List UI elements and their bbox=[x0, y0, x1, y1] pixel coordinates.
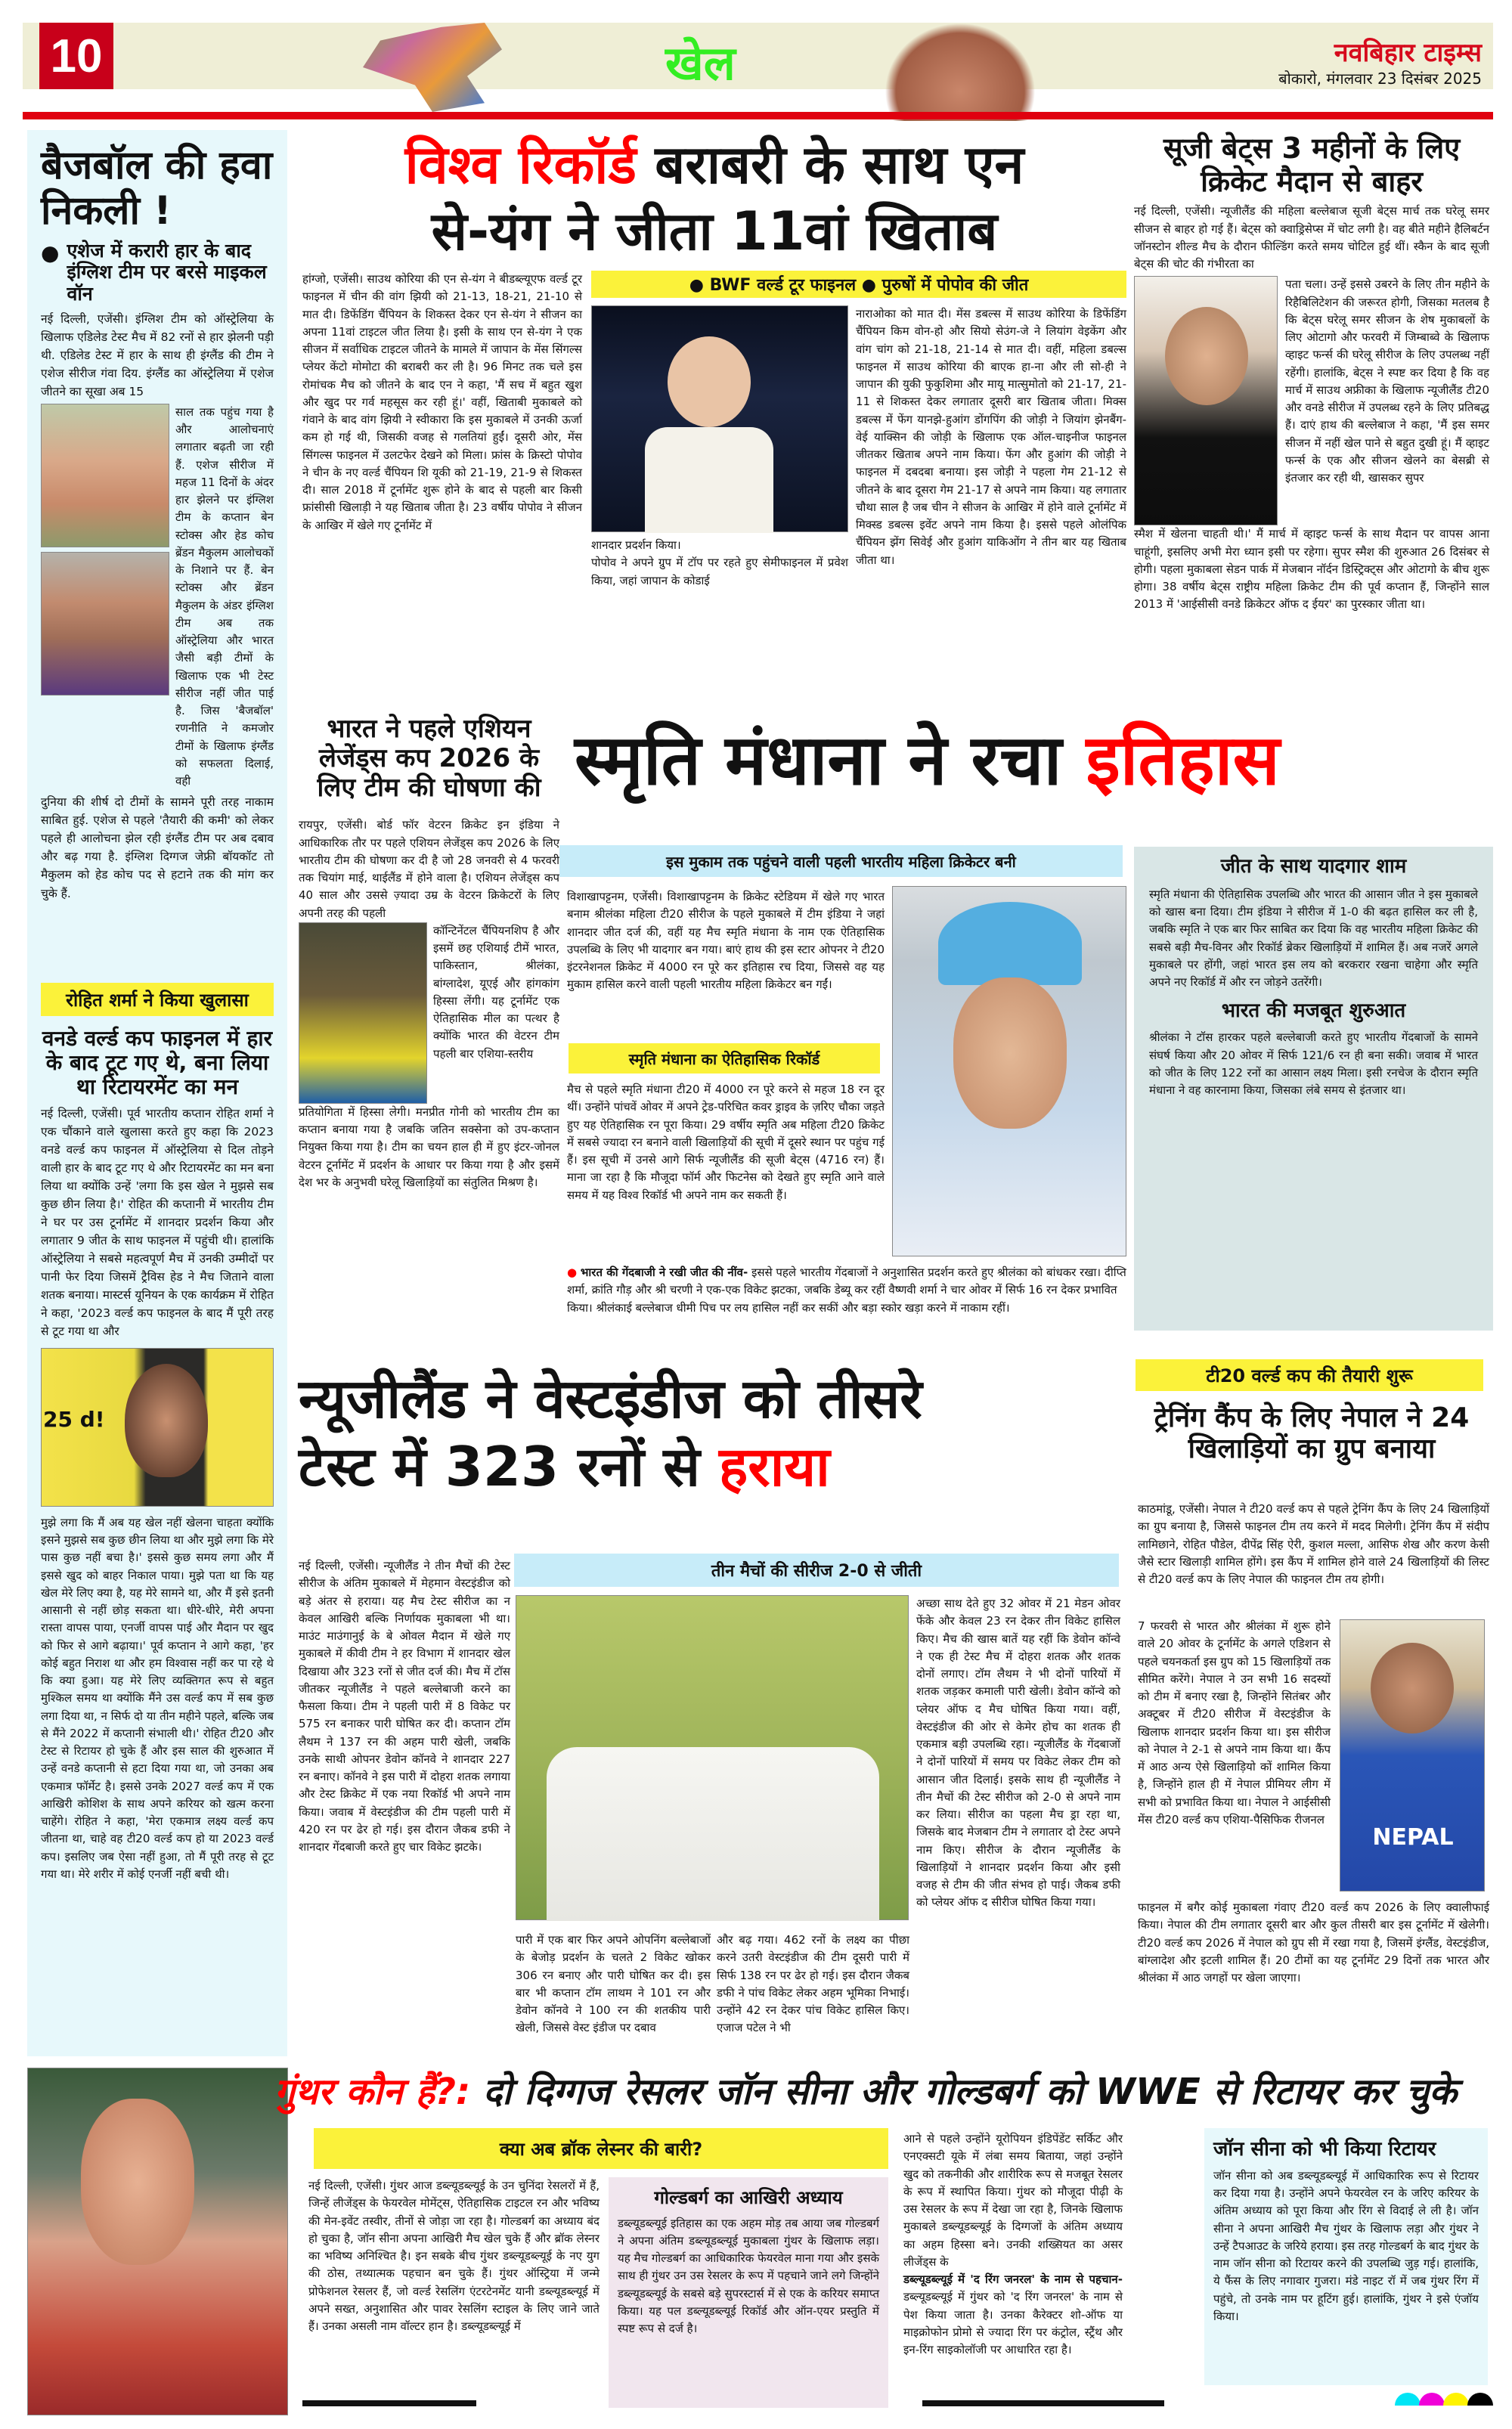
cena-box bbox=[1204, 2128, 1488, 2385]
gunther-tag: क्या अब ब्रॉक लेस्नर की बारी? bbox=[314, 2128, 888, 2169]
legends-player-photo bbox=[299, 922, 427, 1104]
masthead-rule bbox=[23, 112, 1493, 119]
mandhana-bullet: ● भारत की गेंदबाजी ने रखी जीत की नींव- इससे पहले भारतीय गेंदबाजों ने अनुशासित प्रदर्शन करते हुए श्रीलंका को बांधकर रखा। दीप्ति शर्मा, क्रांति गौड़ और श्री चरणी ने एक-एक विकेट झटका, जबकि डेब्यू कर रहीं वैष्णवी शर्मा ने चार ओवर में सिर्फ 16 रन देकर प्रभावित किया। श्रीलंकाई बल्लेबाज धीमी पिच पर लय हासिल नहीं कर सकीं और बड़ा स्कोर खड़ा करने में नाकाम रहीं। bbox=[567, 1266, 1126, 1315]
nz-body-1: नई दिल्ली, एजेंसी। न्यूजीलैंड ने तीन मैचों की टेस्ट सीरीज के अंतिम मुकाबले में मेहमान वेस्टइंडीज को बड़े अंतर से हराया। यह मैच टेस्ट सीरीज का न केवल आखिरी बल्कि निर्णायक मुकाबला भी था। माउंट माउंगानुई के बे ओवल मैदान में खेले गए मुकाबले में कीवी टीम ने हर विभाग में शानदार खेल दिखाया और 323 रनों से जीत दर्ज की। मैच में टॉस जीतकर न्यूजीलैंड ने पहले बल्लेबाजी करने का फैसला किया। टीम ने पहली पारी में 8 विकेट पर 575 रन बनाकर पारी घोषित कर दी। कप्तान टॉम लैथम ने 137 रन की अहम पारी खेली, जबकि उनके साथी ओपनर डेवोन कॉनवे ने शानदार 227 रन बनाए। कॉनवे ने इस पारी में दोहरा शतक लगाया और टेस्ट क्रिकेट में एक नया रिकॉर्ड भी अपने नाम किया। जवाब में वेस्टइंडीज की टीम पहली पारी में 420 रन पर ढेर हो गई। इस दौरान जैकब डफी ने शानदार गेंदबाजी करते हुए चार विकेट झटके। bbox=[299, 1559, 510, 1854]
section-title: खेल bbox=[665, 36, 736, 91]
badminton-body-1: हांग्जो, एजेंसी। साउथ कोरिया की एन से-यंग ने बीडब्ल्यूएफ वर्ल्ड टूर फाइनल में चीन की वांग झियी को 21-13, 18-21, 21-10 से मात दी। डिफेंडिंग चैंपियन के शिकस्त देकर एन से-यंग ने सीजन का अपना 11वां टाइटल जीत लिया है। इसी के साथ एन से-यंग ने एक सीजन में सर्वाधिक टाइटल जीतने के मामले में जापान के मेंस सिंगल्स प्लेयर केंटो मोमोटा की बराबरी कर ली है। 96 मिनट तक चले इस रोमांचक मैच को जीतने के बाद एन ने कहा, 'मैं सच में बहुत खुश और खुद पर गर्व महसूस कर रही हूं।' वहीं, खिताबी मुकाबले को गंवाने के बाद वांग झियी ने स्वीकारा कि इस मुकाबले में उनकी ऊर्जा कम हो गई थी, जिसकी वजह से गलतियां हुईं। दूसरी ओर, मेंस सिंगल्स फाइनल में उलटफेर देखने को मिला। फ्रांस के क्रिस्टो पोपोव ने चीन के नए वर्ल्ड चैंपियन शि यूकी को 21-19, 21-9 से शिकस्त दी। साल 2018 में टूर्नामेंट शुरू होने के बाद से पहली बार किसी फ्रांसीसी खिलाड़ी ने यह खिताब जीता है। 23 वर्षीय पोपोव ने सीजन के आखिर में खेले गए टूर्नामेंट में bbox=[302, 272, 582, 532]
nz-body-4: अच्छा साथ देते हुए 32 ओवर में 21 मेडन ओवर फेंके और केवल 23 रन देकर तीन विकेट हासिल किए। मैच की खास बातें यह रहीं कि डेवोन कॉन्वे ने एक ही टेस्ट मैच में दोहरा शतक और शतक दोनों लगाए। टॉम लैथम ने भी दोनों पारियों में शतक जड़कर कमाली पारी खेली। डेवोन कॉन्वे को प्लेयर ऑफ द मैच घोषित किया गया। वहीं, वेस्टइंडीज की ओर से केमेर होच का शतक ही एकमात्र बड़ी उपलब्धि रहा। न्यूजीलैंड के गेंदबाजों ने दोनों पारियों में समय पर विकेट लेकर टीम को आसान जीत दिलाई। इसके साथ ही न्यूजीलैंड ने तीन मैचों की टेस्ट सीरीज को 2-0 से अपने नाम कर लिया। सीरीज का पहला मैच ड्रा रहा था, जिसके बाद मेजबान टीम ने लगातार दो टेस्ट अपने नाम किए। सीरीज के दौरान न्यूजीलैंड के खिलाड़ियों ने शानदार प्रदर्शन किया और इसी वजह से टीम की जीत संभव हो पाई। जैकब डफी को प्लेयर ऑफ द सीरीज घोषित किया गया। bbox=[916, 1597, 1120, 1910]
gunther-body-2: आने से पहले उन्होंने यूरोपियन इंडिपेंडेंट सर्किट और एनएक्सटी यूके में लंबा समय बिताया, जहां उन्होंने खुद को तकनीकी और शारीरिक रूप से मजबूत रेसलर के रूप में स्थापित किया। गुंथर को मौजूदा पीढ़ी के उस रेसलर के रूप में देखा जा रहा है, जिनके खिलाफ मुकाबले डब्ल्यूडब्ल्यूई के दिग्गजों के अंतिम अध्याय का अहम हिस्सा बने। उनकी शख्सियत का असर लीजेंड्स के डब्ल्यूडब्ल्यूई में 'द रिंग जनरल' के नाम से पहचान- डब्ल्यूडब्ल्यूई में गुंथर को 'द रिंग जनरल' के नाम से पेश किया जाता है। उनका कैरेक्टर शो-ऑफ या माइक्रोफोन प्रोमो से ज्यादा रिंग पर कंट्रोल, स्ट्रैंथ और इन-रिंग साइकोलॉजी पर आधारित रहा है। bbox=[903, 2132, 1123, 2356]
sidebar-title-2: भारत की मजबूत शुरुआत bbox=[1221, 999, 1406, 1023]
bates-headline: सूजी बेट्स 3 महीनों के लिए क्रिकेट मैदान से बाहर bbox=[1163, 132, 1461, 198]
cena-title: जॉन सीना को भी किया रिटायर bbox=[1213, 2138, 1436, 2161]
sidebar-title-1: जीत के साथ यादगार शाम bbox=[1220, 855, 1407, 878]
footer-rule-right bbox=[922, 2400, 1164, 2406]
bazball-story bbox=[27, 130, 287, 1071]
bates-story bbox=[1134, 132, 1489, 614]
legends-body-1: रायपुर, एजेंसी। बोर्ड फॉर वेटरन क्रिकेट इन इंडिया ने आधिकारिक तौर पर पहले एशियन लेजेंड्स कप 2026 के लिए भारतीय टीम की घोषणा कर दी है जो 28 जनवरी से 4 फरवरी तक चियांग माई, थाईलैंड में होने वाला है। एशियन लेजेंड्स कप 40 साल और उससे ज़्यादा उम्र के वेटरन क्रिकेटरों के लिए अपनी तरह की पहली bbox=[299, 818, 559, 920]
magenta-registration-mark bbox=[1419, 2393, 1445, 2406]
rohit-photo: 25 d! bbox=[41, 1348, 274, 1507]
mandhana-body-2: मैच से पहले स्मृति मंधाना टी20 में 4000 रन पूरे करने से महज 18 रन दूर थीं। उन्होंने पांचवें ओवर में अपने ट्रेड-परिचित कवर ड्राइव के ज़रिए चौका जड़ते हुए यह ऐतिहासिक रन पूरा किया। 29 वर्षीय स्मृति अब महिला टी20 क्रिकेट में सबसे ज्यादा रन बनाने वाली खिलाड़ियों की सूची में दूसरे स्थान पर पहुंच गई हैं। इस सूची में उनसे आगे सिर्फ न्यूजीलैंड की सूजी बेट्स (4716 रन) हैं। माना जा रहा है कि मौजूदा फॉर्म और फिटनेस को देखते हुए स्मृति आने वाले समय में यह विश्व रिकॉर्ड भी अपने नाम कर सकती हैं। bbox=[567, 1083, 885, 1202]
smriti-mandhana-photo bbox=[892, 886, 1126, 1256]
lamichhane-photo: NEPAL bbox=[1340, 1619, 1485, 1891]
goldberg-title: गोल्डबर्ग का आखिरी अध्याय bbox=[654, 2187, 843, 2208]
page-number: 10 bbox=[39, 23, 113, 89]
badminton-body-3: नाराओका को मात दी। मेंस डबल्स में साउथ कोरिया के डिफेंडिंग चैंपियन किम वोन-हो और सियो सेउंग-जे ने लियांग वेइकेंग और वांग चांग को 21-18, 21-14 से मात दी। वहीं, महिला डबल्स फाइनल में साउथ कोरिया की बाएक हा-ना और ली सो-ही ने जापान की युकी फुकुशिमा और मायू मात्सुमोतो को 21-17, 21-11 से शिकस्त देकर लगातार दूसरी बार खिताब जीता। मिक्स डबल्स में फेंग यानझे-हुआंग डोंगपिंग की जोड़ी ने जियांग झेनबैंग-वेई याक्सिन की जोड़ी के खिलाफ एक ऑल-चाइनीज फाइनल जीतकर खिताब अपने नाम किया। फेंग और हुआंग की जोड़ी ने फाइनल में दबदबा बनाया। इस जोड़ी ने पहला गेम 21-12 से जीतने के बाद दूसरा गेम 21-17 से अपने नाम किया। यह लगातार चौथा साल है जब चीन ने सीजन के आखिर में होने वाले टूर्नामेंट में मिक्स्ड डबल्स इवेंट अपने नाम किया है। इससे पहले ओलंपिक चैंपियन झेंग सिवेई और हुआंग याकिओंग ने तीन बार यह खिताब जीता था। bbox=[856, 307, 1126, 567]
rohit-body-1: नई दिल्ली, एजेंसी। पूर्व भारतीय कप्तान रोहित शर्मा ने एक चौंकाने वाले खुलासा करते हुए कहा कि 2023 वनडे वर्ल्ड कप फाइनल में ऑस्ट्रेलिया से दिल तोड़ने वाली हार के बाद टूट गए थे और रिटायरमेंट का मन बना लिया था क्योंकि उन्हें 'लगा कि इस खेल ने मुझसे सब कुछ छीन लिया है।' रोहित की कप्तानी में भारतीय टीम ने घर पर उस टूर्नामेंट में शानदार प्रदर्शन किया और लगातार 9 जीत के साथ फाइनल में पहुंची थी। हालांकि ऑस्ट्रेलिया ने सबसे महत्वपूर्ण मैच में उनकी उम्मीदों पर पानी फेर दिया जिसमें ट्रैविस हेड ने मैच जिताने वाला शतक बनाया। मास्टर्स यूनियन के एक कार्यक्रम में रोहित ने कहा, '2023 वर्ल्ड कप फाइनल के बाद मैं पूरी तरह से टूट गया था और bbox=[41, 1106, 274, 1338]
badminton-headline: विश्व रिकॉर्ड बराबरी के साथ एन से-यंग ने जीता 11वां खिताब bbox=[404, 134, 1024, 262]
gunther-photo bbox=[27, 2068, 288, 2415]
mandhana-subtag: स्मृति मंधाना का ऐतिहासिक रिकॉर्ड bbox=[569, 1043, 880, 1074]
bates-body-1: नई दिल्ली, एजेंसी। न्यूजीलैंड की महिला बल्लेबाज सूजी बेट्स मार्च तक घरेलू समर सीजन से बाहर हो गई हैं। बेट्स को क्वाड्रिसेप्स में चोट लगी है। वह बीते महीने हैलिबर्टन जॉनस्टोन शील्ड मैच के दौरान फील्डिंग करते समय चोटिल हुई थीं। स्कैन के बाद सूजी बेट्स की चोट की गंभीरता का bbox=[1134, 204, 1489, 271]
rohit-tag: रोहित शर्मा ने किया खुलासा bbox=[41, 983, 274, 1016]
bazball-headline: बैजबॉल की हवा निकली ! bbox=[41, 143, 273, 234]
bates-body-3: स्मैश में खेलना चाहती थी।' मैं मार्च में व्हाइट फर्न्स के साथ मैदान पर वापस आना चाहूंगी, इसलिए अभी मेरा ध्यान इसी पर रहेगा। सुपर स्मैश की शुरुआत 26 दिसंबर से होगी। पहला मुकाबला सेडन पार्क में मेजबान नॉर्दन डिस्ट्रिक्ट्स और ओटागो के बीच शुरू होगा। 38 वर्षीय बेट्स राष्ट्रीय महिला क्रिकेट टीम की पूर्व कप्तान हैं, जिन्होंने साल 2013 में 'आईसीसी वनडे क्रिकेटर ऑफ द ईयर' का पुरस्कार जीता था। bbox=[1134, 527, 1489, 612]
bazball-body-intro: नई दिल्ली, एजेंसी। इंग्लिश टीम को ऑस्ट्रेलिया के खिलाफ एडिलेड टेस्ट मैच में 82 रनों से हार झेलनी पड़ी थी. एडिलेड टेस्ट में हार के साथ ही इंग्लैंड की टीम ने एशेज सीरीज गंवा दिय. इंग्लैंड का ऑस्ट्रेलिया में एशेज जीतने का सूखा अब 15 bbox=[41, 311, 274, 398]
statue-illustration bbox=[885, 23, 1036, 121]
mandhana-tag: इस मुकाम तक पहुंचने वाली पहली भारतीय महिला क्रिकेटर बनी bbox=[559, 845, 1123, 877]
sidebar-body-2: श्रीलंका ने टॉस हारकर पहले बल्लेबाजी करते हुए भारतीय गेंदबाजों के सामने संघर्ष किया और 20 ओवर में सिर्फ 121/6 रन ही बना सकी। जवाब में भारत को जीत के लिए 122 रनों का आसान लक्ष्य मिला। इसी रनचेज के दौरान स्मृति मंधाना ने वह कारनामा किया, जिसका लंबे समय से इंतजार था। bbox=[1149, 1030, 1478, 1098]
badminton-tag: ● BWF वर्ल्ड टूर फाइनल ● पुरुषों में पोपोव की जीत bbox=[591, 271, 1126, 298]
an-se-young-photo bbox=[591, 305, 848, 532]
badminton-caption: शानदार प्रदर्शन किया। bbox=[591, 538, 681, 552]
legends-headline: भारत ने पहले एशियन लेजेंड्स कप 2026 के लिए टीम की घोषणा की bbox=[317, 714, 541, 804]
cena-body: जॉन सीना को अब डब्ल्यूडब्ल्यूई में आधिकारिक रूप से रिटायर कर दिया गया है। उन्होंने अपने फेयरवेल रन के जरिए करियर के अंतिम अध्याय को पूरा किया और रिंग से विदाई ले ली है। जॉन सीना ने अपना आखिरी मैच गुंथर के खिलाफ लड़ा और गुंथर ने उन्हें टैपआउट के जरिये हराया। इस तरह गोल्डबर्ग के बाद गुंथर के नाम जॉन सीना को रिटायर करने की उपलब्धि जुड़ गई। हालांकि, ये फैंस के लिए नगावार गुजरा। मंडे नाइट रॉ में जब गुंथर रिंग में पहुंचे, तो उनके नाम पर हूटिंग हुई। हालांकि, गुंथर ने इसे एंजॉय किया। bbox=[1213, 2168, 1479, 2323]
mandhana-story bbox=[575, 720, 1504, 801]
mccullum-photo bbox=[41, 404, 169, 547]
goldberg-body: डब्ल्यूडब्ल्यूई इतिहास का एक अहम मोड़ तब आया जब गोल्डबर्ग ने अपना अंतिम डब्ल्यूडब्ल्यूई मुकाबला गुंथर के खिलाफ लड़ा। यह मैच गोल्डबर्ग का आधिकारिक फेयरवेल माना गया और इसके साथ ही गुंथर उन उस रेसलर के रूप में पहचाने जाने लगे जिन्होंने डब्ल्यूडब्ल्यूई के सबसे बड़े सुपरस्टार्स में से एक के करियर समाप्त किया। यह पल डब्ल्यूडब्ल्यूई रिकॉर्ड और ऑन-एयर प्रस्तुति में स्पष्ट रूप से दर्ज है। bbox=[618, 2216, 879, 2336]
dateline: बोकारो, मंगलवार 23 दिसंबर 2025 bbox=[1278, 70, 1482, 88]
bazball-subhead: ● एशेज में करारी हार के बाद इंग्लिश टीम पर बरसे माइकल वॉन bbox=[41, 239, 267, 305]
rohit-headline: वनडे वर्ल्ड कप फाइनल में हार के बाद टूट गए थे, बना लिया था रिटायरमेंट का मन bbox=[42, 1026, 273, 1100]
legends-body-2: कॉन्टिनेंटल चैंपियनशिप है और इसमें छह एशियाई टीमें भारत, पाकिस्तान, श्रीलंका, बांग्लादेश, यूएई और हांगकांग हिस्सा लेंगी। यह टूर्नामेंट एक ऐतिहासिक मील का पत्थर है क्योंकि भारत की वेटरन टीम पहली बार एशिया-स्तरीय bbox=[433, 923, 559, 1061]
mandhana-sidebar bbox=[1134, 847, 1493, 1331]
yellow-registration-mark bbox=[1443, 2393, 1469, 2406]
bullet-icon: ● bbox=[567, 1266, 578, 1279]
nz-headline: न्यूजीलैंड ने वेस्टइंडीज को तीसरे टेस्ट में 323 रनों से हराया bbox=[299, 1367, 922, 1498]
nz-body-2: पारी में एक बार फिर अपने ओपनिंग बल्लेबाजों के बेजोड़ प्रदर्शन के चलते 2 विकेट खोकर 306 रन बनाए और पारी घोषित कर दी। इस बार भी कप्तान टॉम लाथम ने 101 रन और डेवोन कॉनवे ने 100 रन की शतकीय पारी खेली, जिससे वेस्ट इंडीज पर दबाव bbox=[516, 1933, 711, 2035]
gunther-body-1: नई दिल्ली, एजेंसी। गुंथर आज डब्ल्यूडब्ल्यूई के उन चुनिंदा रेसलरों में हैं, जिन्हें लीजेंड्स के फेयरवेल मोमेंट्स, ऐतिहासिक टाइटल रन और भविष्य की मेन-इवेंट तस्वीर, तीनों से जोड़ा जा रहा है। गोल्डबर्ग का अध्याय बंद हो चुका है, जॉन सीना अपना आखिरी मैच खेल चुके हैं और ब्रॉक लेस्नर का भविष्य अनिश्चित है। इन सबके बीच गुंथर डब्ल्यूडब्ल्यूई के नए युग की ठोस, तथ्यात्मक पहचान बन चुके हैं। गुंथर ऑस्ट्रिया में जन्मे प्रोफेशनल रेसलर हैं, जो वर्ल्ड रेसलिंग एंटरटेनमेंट यानी डब्ल्यूडब्ल्यूई में अपने सख्त, अनुशासित और पावर रेसलिंग स्टाइल के लिए जाने जाते हैं। उनका असली नाम वॉल्टर हान है। डब्ल्यूडब्ल्यूई में bbox=[308, 2179, 600, 2333]
badminton-body-2: पोपोव ने अपने ग्रुप में टॉप पर रहते हुए सेमीफाइनल में प्रवेश किया, जहां जापान के कोडाई bbox=[591, 556, 848, 587]
bazball-body-end: दुनिया की शीर्ष दो टीमों के सामने पूरी तरह नाकाम साबित हुई. एशेज से पहले 'तैयारी की कमी' को लेकर पहले ही आलोचना झेल रही इंग्लैंड टीम पर अब दबाव और बढ़ गया है. इंग्लिश दिग्गज जेफ्री बॉयकॉट तो मैकुलम को हेड कोच पद से हटाने तक की मांग कर चुके हैं. bbox=[41, 795, 274, 900]
gunther-headline: गुंथर कौन हैं?: दो दिग्गज रेसलर जॉन सीना और गोल्डबर्ग को WWE से रिटायर कर चुके bbox=[274, 2071, 1458, 2113]
bazball-photo-row bbox=[27, 401, 287, 791]
bazball-body-wrap: साल तक पहुंच गया है और आलोचनाएं लगातार बढ़ती जा रही हैं. एशेज सीरीज में महज 11 दिनों के अंदर हार झेलने पर इंग्लिश टीम के कप्तान बेन स्टोक्स और हेड कोच ब्रेंडन मैकुलम आलोचकों के निशाने पर हैं. बेन स्टोक्स और ब्रेंडन मैकुलम के अंडर इंग्लिश टीम अब तक ऑस्ट्रेलिया और भारत जैसी बड़ी टीमों के खिलाफ एक भी टेस्ट सीरीज नहीं जीत पाई है. जिस 'बैजबॉल' रणनीति ने कमजोर टीमों के खिलाफ इंग्लैंड को सफलता दिलाई, वही bbox=[175, 404, 274, 788]
nepal-tag: टी20 वर्ल्ड कप की तैयारी शुरू bbox=[1136, 1359, 1483, 1391]
suzie-bates-photo bbox=[1134, 276, 1278, 525]
nepal-body-3: फाइनल में बगैर कोई मुकाबला गंवाए टी20 वर्ल्ड कप 2026 के लिए क्वालीफाई किया। नेपाल की टीम लगातार दूसरी बार और कुल तीसरी बार इस टूर्नामेंट में खेलेगी। टी20 वर्ल्ड कप 2026 में नेपाल को ग्रुप सी में रखा गया है, जिसमें इंग्लैंड, वेस्टइंडीज, बांग्लादेश और इटली शामिल हैं। 20 टीमों का यह टूर्नामेंट 29 दिनों तक भारत और श्रीलंका में आठ जगहों पर खेला जाएगा। bbox=[1138, 1901, 1489, 1984]
nepal-body-2: 7 फरवरी से भारत और श्रीलंका में शुरू होने वाले 20 ओवर के टूर्नामेंट के अगले एडिशन से पहले चयनकर्ता इस ग्रुप को 15 खिलाड़ियों तक सीमित करेंगे। नेपाल ने उन सभी 16 सदस्यों को टीम में बनाए रखा है, जिन्होंने सितंबर और अक्टूबर में टी20 सीरीज में वेस्टइंडीज के खिलाफ शानदार प्रदर्शन किया था। इस सीरीज को नेपाल ने 2-1 से अपने नाम किया था। कैंप में आठ अन्य ऐसे खिलाड़ियो कों शामिल किया है, जिन्होंने हाल ही में नेपाल प्रीमियर लीग में सभी को प्रभावित किया था। नेपाल ने आईसीसी मेंस टी20 वर्ल्ड कप एशिया-पैसिफिक रीजनल bbox=[1138, 1619, 1331, 1826]
bates-body-2: पता चला। उन्हें इससे उबरने के लिए तीन महीने के रिहैबिलिटेशन की जरूरत होगी, जिसका मतलब है कि बेट्स घरेलू समर सीजन के शेष मुकाबलों के लिए ओटागो और फरवरी में जिम्बाब्वे के खिलाफ व्हाइट फर्न्स की घरेलू सीरीज के लिए उपलब्ध नहीं रहेंगी। हालांकि, बेट्स ने स्पष्ट कर दिया है कि वह मार्च में साउथ अफ्रीका के खिलाफ न्यूजीलैंड टी20 और वनडे सीरीज में उपलब्ध रहने के लिए प्रतिबद्ध हैं। दाएं हाथ की बल्लेबाज ने कहा, 'मैं इस समर सीजन में नहीं खेल पाने से बहुत दुखी हूं। मैं व्हाइट फर्न्स के एक और सीजन खेलने का बेसब्री से इंतजार कर रही थी, खासकर सुपर bbox=[1285, 277, 1489, 485]
nz-team-celebration-photo bbox=[516, 1595, 909, 1920]
newspaper-brand: नवबिहार टाइम्स bbox=[1334, 38, 1482, 68]
cyan-registration-mark bbox=[1395, 2393, 1421, 2406]
nz-body-3: और बढ़ गया। 462 रनों के लक्ष्य का पीछा करने उतरी वेस्टइंडीज की टीम दूसरी पारी में सिर्फ 138 रन पर ढेर हो गई। इस दौरान जैकब डफी ने पांच विकेट लेकर अहम भूमिका निभाई। उन्होंने 42 रन देकर पांच विकेट हासिल किए। एजाज पटेल ने भी bbox=[717, 1933, 909, 2035]
black-registration-mark bbox=[1467, 2393, 1493, 2406]
sidebar-body-1: स्मृति मंधाना की ऐतिहासिक उपलब्धि और भारत की आसान जीत ने इस मुकाबले को खास बना दिया। टीम इंडिया ने सीरीज में 1-0 की बढ़त हासिल कर ली है, जबकि स्मृति ने एक बार फिर साबित कर दिया कि वह भारतीय महिला क्रिकेट की सबसे बड़ी मैच-विनर और रिकॉर्ड ब्रेकर खिलाड़ियों में शामिल हैं। अब नजरें अगले मुकाबले पर होंगी, जहां भारत इस लय को बरकरार रखना चाहेगा और स्मृति अपने नए रिकॉर्ड में और रन जोड़ने उतरेंगी। bbox=[1149, 887, 1478, 990]
nz-story bbox=[299, 1365, 1123, 1501]
footer-rule-left bbox=[302, 2400, 476, 2406]
stokes-photo bbox=[41, 552, 169, 696]
legends-body-3: प्रतियोगिता में हिस्सा लेगी। मनप्रीत गोनी को भारतीय टीम का कप्तान बनाया गया है जबकि जतिन सक्सेना को उप-कप्तान नियुक्त किया गया है। टीम का चयन हाल ही में हुए इंटर-जोनल वेटरन टूर्नामेंट में प्रदर्शन के आधार पर किया गया है और इसमें देश भर के अनुभवी घरेलू खिलाड़ियों का संतुलित मिश्रण है। bbox=[299, 1105, 559, 1189]
bullet-icon: ● bbox=[41, 240, 60, 265]
rohit-body-2: मुझे लगा कि मैं अब यह खेल नहीं खेलना चाहता क्योंकि इसने मुझसे सब कुछ छीन लिया था और मुझे लगा कि मेरे पास कुछ नहीं बचा है।' इससे कुछ समय लगा और मैं इससे खुद को बाहर निकाल पाया। मुझे पता था कि यह खेल मेरे लिए क्या है, यह मेरे सामने था, और मैं इसे इतनी आसानी से नहीं छोड़ सकता था। धीरे-धीरे, मेरी अपना रास्ता वापस पाया, एनर्जी वापस पाई और मैदान पर खुद को फिर से आगे बढ़ाया।' पूर्व कप्तान ने आगे कहा, 'हर कोई बहुत निराश था और हम विश्वास नहीं कर पा रहे थे कि क्या हुआ। यह मेरे लिए व्यक्तिगत रूप से बहुत मुश्किल समय था क्योंकि मैंने उस वर्ल्ड कप में सब कुछ लगा दिया था, न सिर्फ दो या तीन महीने पहले, बल्कि जब से मैंने 2022 में कप्तानी संभाली थी।' रोहित टी20 और टेस्ट से रिटायर हो चुके हैं और इस साल की शुरुआत में उन्हें वनडे कप्तानी से हटा दिया गया था, जो उनका अब एकमात्र फॉर्मेट है। इससे उनके 2027 वर्ल्ड कप में एक आखिरी कोशिश के साथ अपने करियर को खत्म करना चाहेंगे। रोहित ने कहा, 'मेरा एकमात्र लक्ष्य वर्ल्ड कप जीतना था, चाहे वह टी20 वर्ल्ड कप हो या 2023 वर्ल्ड कप। इसलिए जब ऐसा नहीं हुआ, तो मैं पूरी तरह से टूट गया था। मेरे शरीर में कोई एनर्जी नहीं बची थी। bbox=[41, 1515, 274, 1881]
rohit-story bbox=[27, 983, 287, 2056]
badminton-story bbox=[302, 132, 1126, 590]
nepal-headline: ट्रेनिंग कैंप के लिए नेपाल ने 24 खिलाड़ियों का ग्रुप बनाया bbox=[1154, 1402, 1470, 1465]
legends-story bbox=[299, 714, 559, 1191]
nz-tag: तीन मैचों की सीरीज 2-0 से जीती bbox=[514, 1554, 1119, 1587]
mandhana-headline: स्मृति मंधाना ने रचा इतिहास bbox=[575, 720, 1280, 801]
mandhana-body-1: विशाखापट्टनम, एजेंसी। विशाखापट्टनम के क्रिकेट स्टेडियम में खेले गए भारत बनाम श्रीलंका महिला टी20 सीरीज के पहले मुकाबले में टीम इंडिया ने जहां शानदार जीत दर्ज की, वहीं यह मैच स्मृति मंधाना के नाम एक ऐतिहासिक उपलब्धि के लिए भी यादगार बन गया। बाएं हाथ की इस स्टार ओपनर ने टी20 इंटरनेशनल क्रिकेट में 4000 रन पूरे कर इतिहास रच दिया, जिससे वह यह मुकाम हासिल करने वाली पहली भारतीय महिला क्रिकेटर बन गईं। bbox=[567, 890, 885, 992]
nepal-body-1: काठमांडू, एजेंसी। नेपाल ने टी20 वर्ल्ड कप से पहले ट्रेनिंग कैंप के लिए 24 खिलाड़ियों का ग्रुप बनाया है, जिससे फाइनल टीम तय करने में मदद मिलेगी। ट्रेनिंग कैंप में संदीप लामिछाने, रोहित पौडेल, दीपेंद्र सिंह ऐरी, कुशल मल्ला, आसिफ शेख और करण केसी जैसे स्टार खिलाड़ी शामिल होंगे। इस कैंप में शामिल होने वाले 24 खिलाड़ियों की लिस्ट से टी20 वर्ल्ड कप के लिए नेपाल की फाइनल टीम तय होगी। bbox=[1138, 1502, 1489, 1586]
goldberg-box bbox=[609, 2177, 888, 2408]
